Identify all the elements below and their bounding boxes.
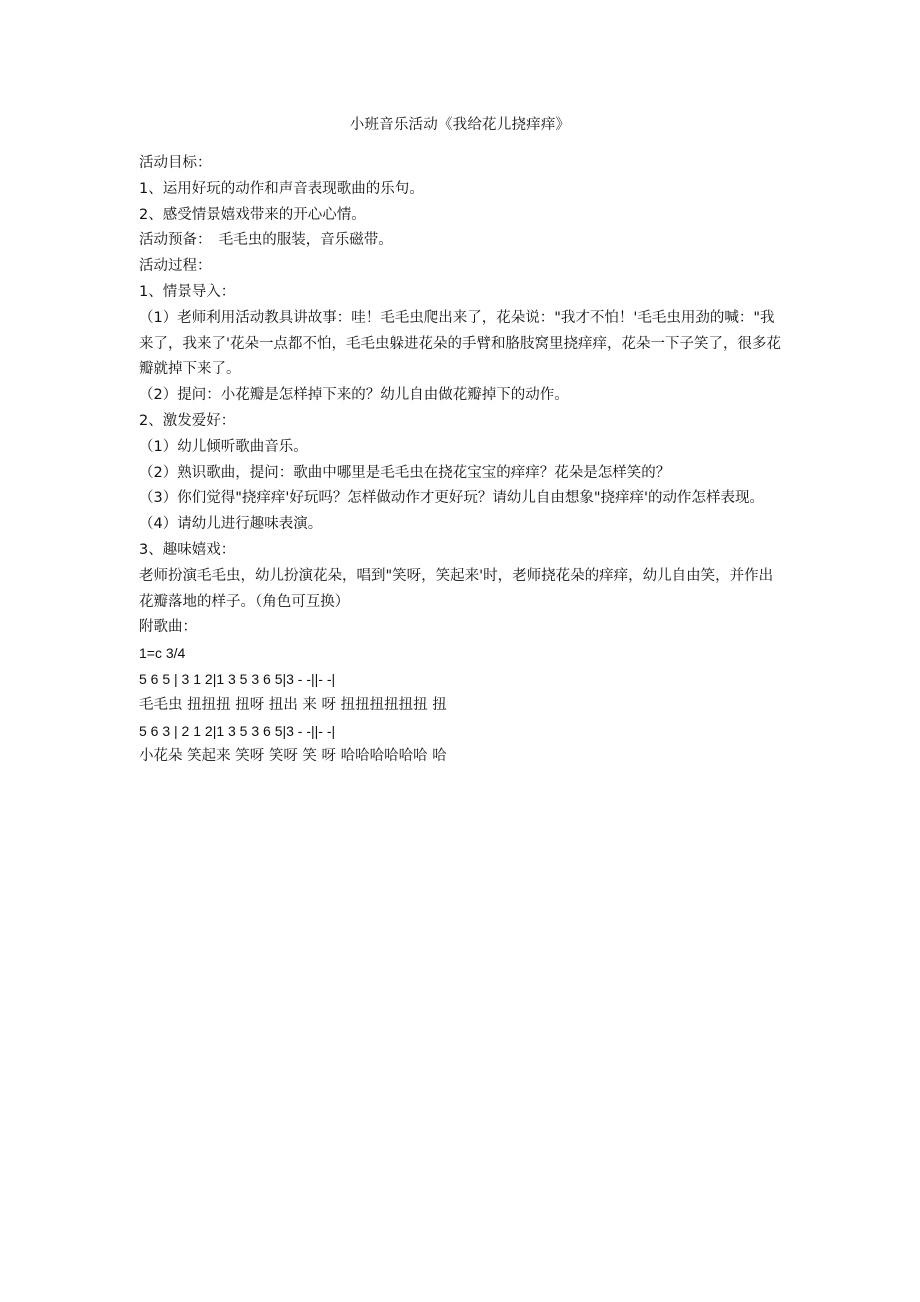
song-heading: 附歌曲： bbox=[139, 619, 197, 636]
step-2-paragraph-1: （1）幼儿倾听歌曲音乐。 bbox=[139, 438, 308, 455]
song-lyrics-line-2: 小花朵 笑起来 笑呀 笑呀 笑 呀 哈哈哈哈哈哈 哈 bbox=[139, 748, 447, 765]
preparation-line: 活动预备： 毛毛虫的服装，音乐磁带。 bbox=[139, 232, 393, 249]
goal-item-1: 1、运用好玩的动作和声音表现歌曲的乐句。 bbox=[139, 180, 424, 197]
section-heading-process: 活动过程： bbox=[139, 258, 212, 275]
step-2-paragraph-4: （4）请幼儿进行趣味表演。 bbox=[139, 516, 323, 533]
step-2-heading: 2、激发爱好： bbox=[139, 412, 236, 429]
step-1-paragraph-1: （1）老师利用活动教具讲故事：哇！毛毛虫爬出来了，花朵说："我才不怕！'毛毛虫用劲的喊："我来了，我来了'花朵一点都不怕，毛毛虫躲进花朵的手臂和胳肢窝里挠痒痒，花朵一下子笑了，很多花瓣就掉下来了。 bbox=[139, 309, 781, 378]
document-title: 小班音乐活动《我给花儿挠痒痒》 bbox=[349, 117, 571, 133]
step-3-heading: 3、趣味嬉戏： bbox=[139, 541, 236, 558]
step-3-paragraph: 老师扮演毛毛虫，幼儿扮演花朵，唱到"笑呀，笑起来'时，老师挠花朵的痒痒，幼儿自由笑，并作出花瓣落地的样子。（角色可互换） bbox=[139, 567, 774, 610]
song-lyrics-line-1: 毛毛虫 扭扭扭 扭呀 扭出 来 呀 扭扭扭扭扭扭 扭 bbox=[139, 696, 447, 713]
song-notation-line-2: 5 6 3 | 2 1 2|1 3 5 3 6 5|3 - -||- -| bbox=[139, 722, 336, 739]
section-heading-goals: 活动目标： bbox=[139, 155, 212, 171]
step-1-heading: 1、情景导入： bbox=[139, 283, 236, 300]
step-2-paragraph-3: （3）你们觉得"挠痒痒'好玩吗？怎样做动作才更好玩？请幼儿自由想象"挠痒痒'的动作怎样表现。 bbox=[139, 490, 765, 507]
song-notation-line-1: 5 6 5 | 3 1 2|1 3 5 3 6 5|3 - -||- -| bbox=[139, 670, 336, 687]
song-key: 1=c 3/4 bbox=[139, 645, 186, 662]
document-body bbox=[139, 151, 787, 770]
step-1-paragraph-2: （2）提问：小花瓣是怎样掉下来的？幼儿自由做花瓣掉下的动作。 bbox=[139, 387, 569, 404]
goal-item-2: 2、感受情景嬉戏带来的开心心情。 bbox=[139, 206, 366, 223]
step-2-paragraph-2: （2）熟识歌曲，提问：歌曲中哪里是毛毛虫在挠花宝宝的痒痒？花朵是怎样笑的？ bbox=[139, 464, 671, 481]
